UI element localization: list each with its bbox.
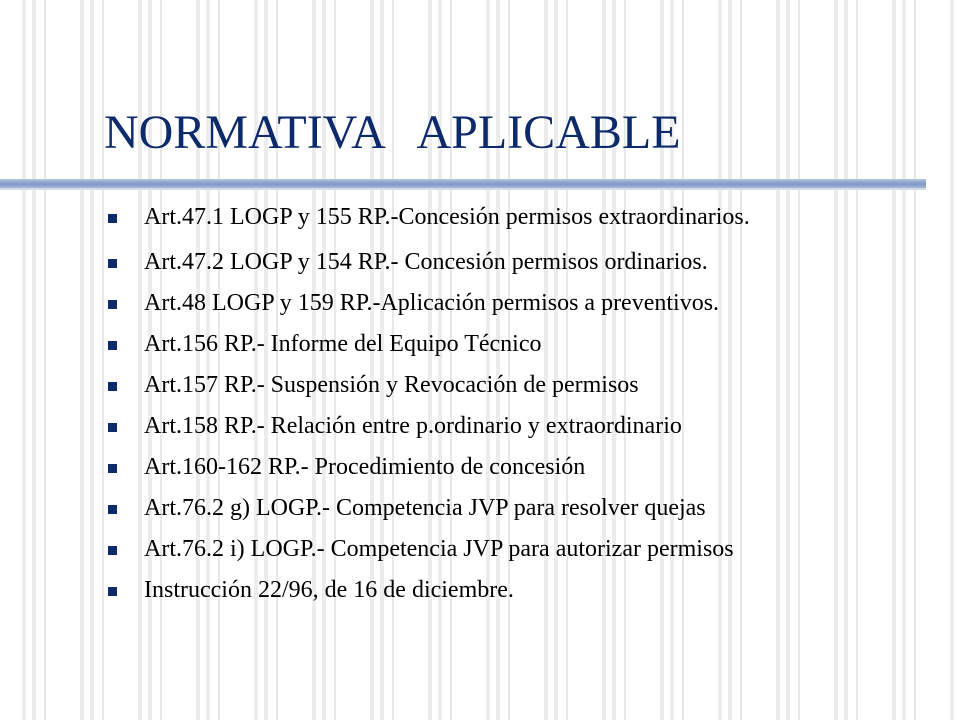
list-item-text: Art.48 LOGP y 159 RP.-Aplicación permisos a preventivos. (144, 290, 720, 316)
list-item-text: Art.47.1 LOGP y 155 RP.-Concesión permisos extraordinarios. (144, 204, 750, 230)
list-item-text: Art.156 RP.- Informe del Equipo Técnico (144, 331, 542, 357)
list-item (108, 495, 938, 522)
list-item-text: Art.157 RP.- Suspensión y Revocación de permisos (144, 372, 639, 398)
square-bullet-icon (108, 259, 117, 268)
square-bullet-icon (108, 587, 117, 596)
slide-title: NORMATIVA APLICABLE (104, 106, 681, 159)
list-item-text: Art.76.2 i) LOGP.- Competencia JVP para autorizar permisos (144, 536, 734, 562)
square-bullet-icon (108, 214, 117, 223)
list-item-text: Art.76.2 g) LOGP.- Competencia JVP para resolver quejas (144, 495, 706, 521)
list-item-text: Art.158 RP.- Relación entre p.ordinario y extraordinario (144, 413, 682, 439)
list-item-text: Instrucción 22/96, de 16 de diciembre. (144, 577, 514, 603)
list-item (108, 204, 938, 231)
square-bullet-icon (108, 505, 117, 514)
title-underline-shadow (0, 188, 926, 190)
list-item-text: Art.47.2 LOGP y 154 RP.- Concesión permisos ordinarios. (144, 249, 708, 275)
list-item (108, 536, 938, 563)
square-bullet-icon (108, 464, 117, 473)
square-bullet-icon (108, 382, 117, 391)
bullet-list (108, 204, 938, 618)
list-item (108, 290, 938, 317)
list-item (108, 577, 938, 604)
square-bullet-icon (108, 546, 117, 555)
square-bullet-icon (108, 300, 117, 309)
list-item-text: Art.160-162 RP.- Procedimiento de concesión (144, 454, 586, 480)
square-bullet-icon (108, 423, 117, 432)
title-underline (0, 179, 926, 188)
list-item (108, 413, 938, 440)
list-item (108, 331, 938, 358)
list-item (108, 372, 938, 399)
square-bullet-icon (108, 341, 117, 350)
list-item (108, 249, 938, 276)
list-item (108, 454, 938, 481)
